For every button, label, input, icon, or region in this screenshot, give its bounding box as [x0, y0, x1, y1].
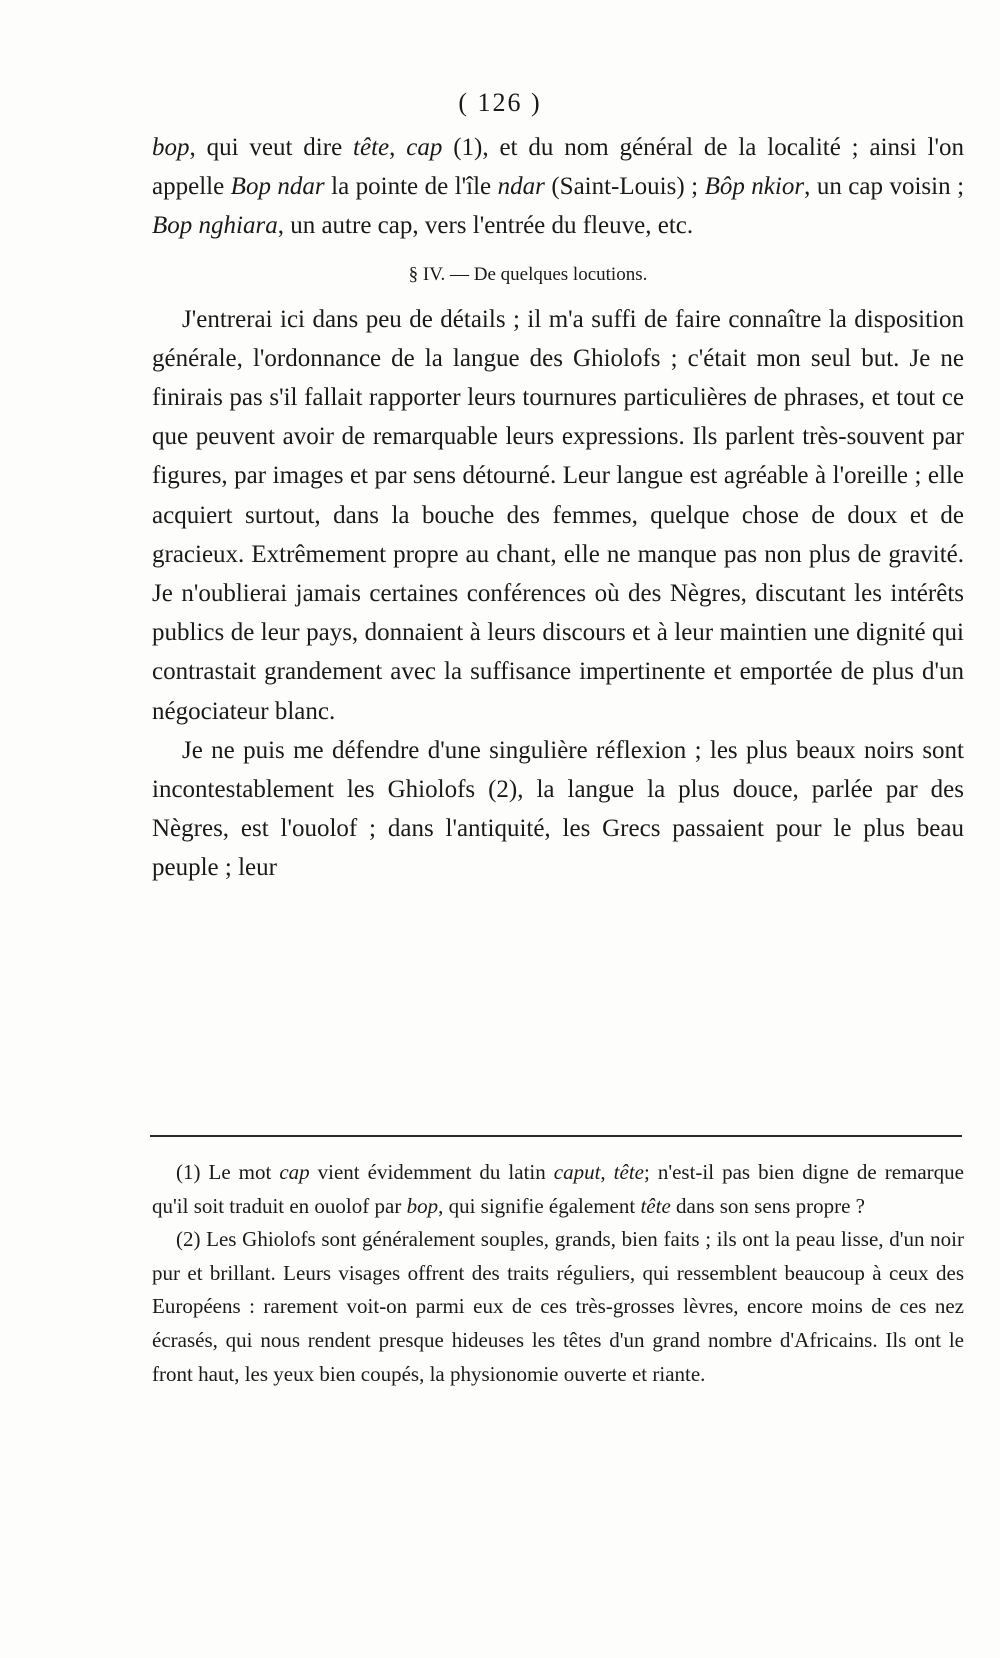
text-run: , [389, 134, 407, 161]
text-run: ; n'est-il pas bien digne de remarque qu'il soit traduit en ouolof par [152, 1160, 964, 1218]
paragraph: Je ne puis me défendre d'une singulière réflexion ; les plus beaux noirs sont incontestablement les Ghiolofs (2), la langue la plus douce, parlée par des Nègres, est l'ouolof ; dans l'antiquité, les Grecs passaient pour le plus beau peuple ; leur [152, 736, 964, 882]
text-run: , [600, 1160, 614, 1184]
text-run: , un autre cap, vers l'entrée du fleuve, etc. [277, 212, 694, 240]
text-run: , un cap voisin ; [804, 173, 965, 201]
section-heading: § IV. — De quelques locutions. [408, 263, 648, 285]
text-run: , qui veut dire [189, 134, 354, 161]
text-run: dans son sens propre ? [670, 1193, 865, 1218]
text-run: (Saint-Louis) ; [544, 173, 705, 201]
footnote-divider [150, 1135, 962, 1137]
word-italic: bop [406, 1193, 439, 1218]
footnotes [152, 1156, 964, 1391]
word-italic: ndar [497, 173, 545, 201]
word-italic: Bôp nkior [704, 173, 805, 201]
word-italic: tête [640, 1193, 671, 1218]
footnote-1 [152, 1156, 964, 1223]
word-italic: cap [279, 1160, 310, 1184]
text-run: , qui signifie également [438, 1193, 641, 1218]
text-run: (1), et du nom général de la localité ; ainsi l'on appelle [152, 134, 965, 201]
main-text [152, 128, 964, 888]
text-run: la pointe de l'île [324, 173, 498, 201]
page-number: ( 126 ) [458, 88, 542, 117]
paragraph-continuation [152, 128, 964, 246]
text-run: vient évidemment du latin [309, 1160, 554, 1184]
word-italic: Bop ndar [230, 173, 325, 201]
word-italic: caput [553, 1160, 601, 1184]
word-italic: tête [353, 134, 390, 161]
word-italic: Bop nghiara [152, 212, 278, 240]
word-italic: bop [152, 134, 190, 161]
word-italic: tête [613, 1160, 644, 1184]
text-run: (1) Le mot [176, 1160, 280, 1184]
footnote-2: (2) Les Ghiolofs sont généralement souples, grands, bien faits ; ils ont la peau lisse, d'un noir pur et brillant. Leurs visages offrent des traits réguliers, qui ressemblent beaucoup à ceux des Européens : rarement voit-on parmi eux de ces très-grosses lèvres, encore moins de ces nez écrasés, qui nous rendent presque hideuses les têtes d'un grand nombre d'Africains. Ils ont le front haut, les yeux bien coupés, la physionomie ouverte et riante. [152, 1227, 964, 1386]
paragraph: J'entrerai ici dans peu de détails ; il m'a suffi de faire connaître la disposition générale, l'ordonnance de la langue des Ghiolofs ; c'était mon seul but. Je ne finirais pas s'il fallait rapporter leurs tournures particulières de phrases, et tout ce que peuvent avoir de remarquable leurs expressions. Ils parlent très-souvent par figures, par images et par sens détourné. Leur langue est agréable à l'oreille ; elle acquiert surtout, dans la bouche des femmes, quelque chose de doux et de gracieux. Extrêmement propre au chant, elle ne manque pas non plus de gravité. Je n'oublierai jamais certaines conférences où des Nègres, discutant les intérêts publics de leur pays, donnaient à leurs discours et à leur maintien une dignité qui contrastait grandement avec la suffisance impertinente et emportée de plus d'un négociateur blanc. [152, 305, 964, 725]
word-italic: cap [406, 134, 443, 161]
